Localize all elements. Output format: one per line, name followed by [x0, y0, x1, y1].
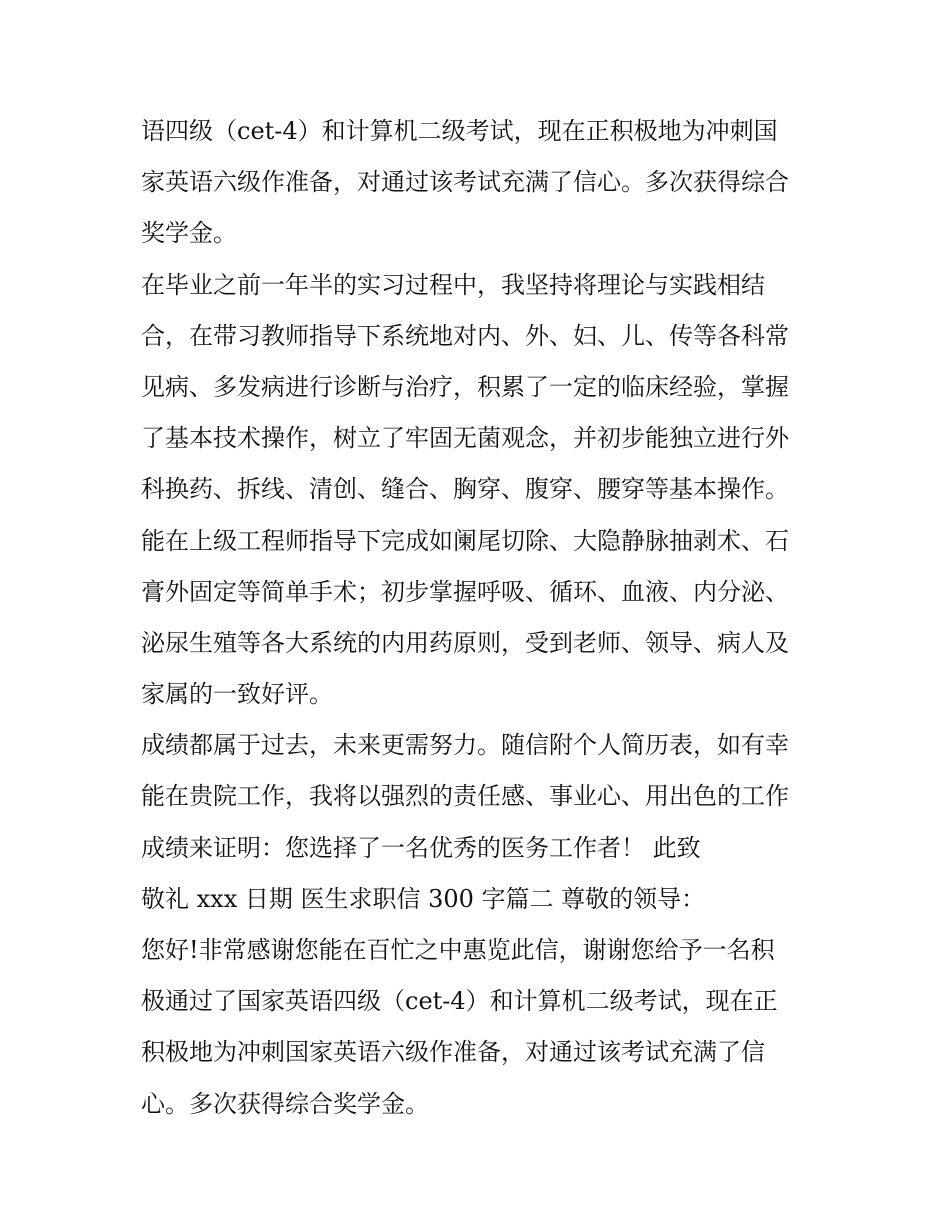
- text-line: 了基本技术操作，树立了牢固无菌观念，并初步能独立进行外: [141, 424, 789, 453]
- text-line: 科换药、拆线、清创、缝合、胸穿、腹穿、腰穿等基本操作。: [141, 475, 789, 504]
- text-line: 合，在带习教师指导下系统地对内、外、妇、儿、传等各科常: [141, 321, 789, 350]
- text-line: 家属的一致好评。: [141, 680, 333, 709]
- text-line: 膏外固定等简单手术；初步掌握呼吸、循环、血液、内分泌、: [141, 577, 789, 606]
- text-line: 家英语六级作准备，对通过该考试充满了信心。多次获得综合: [141, 168, 789, 197]
- text-line: 语四级（cet-4）和计算机二级考试，现在正积极地为冲刺国: [141, 117, 778, 145]
- text-line: 极通过了国家英语四级（cet-4）和计算机二级考试，现在正: [141, 987, 778, 1016]
- document-body: [141, 106, 821, 1130]
- text-line: 敬礼 xxx 日期 医生求职信 300 字篇二 尊敬的领导：: [141, 884, 706, 913]
- text-line: 能在贵院工作，我将以强烈的责任感、事业心、用出色的工作: [141, 782, 789, 811]
- text-line: 积极地为冲刺国家英语六级作准备，对通过该考试充满了信: [141, 1038, 765, 1067]
- text-line: 成绩来证明：您选择了一名优秀的医务工作者！ 此致: [141, 833, 701, 862]
- text-line: 成绩都属于过去，未来更需努力。随信附个人简历表，如有幸: [141, 731, 789, 760]
- text-line: 见病、多发病进行诊断与治疗，积累了一定的临床经验，掌握: [141, 372, 789, 401]
- text-line: 您好!非常感谢您能在百忙之中惠览此信，谢谢您给予一名积: [141, 936, 775, 964]
- text-line: 在毕业之前一年半的实习过程中，我坚持将理论与实践相结: [141, 270, 765, 299]
- text-line: 奖学金。: [141, 219, 237, 248]
- text-line: 能在上级工程师指导下完成如阑尾切除、大隐静脉抽剥术、石: [141, 526, 789, 555]
- text-line: 泌尿生殖等各大系统的内用药原则，受到老师、领导、病人及: [141, 628, 789, 657]
- text-line: 心。多次获得综合奖学金。: [141, 1089, 429, 1118]
